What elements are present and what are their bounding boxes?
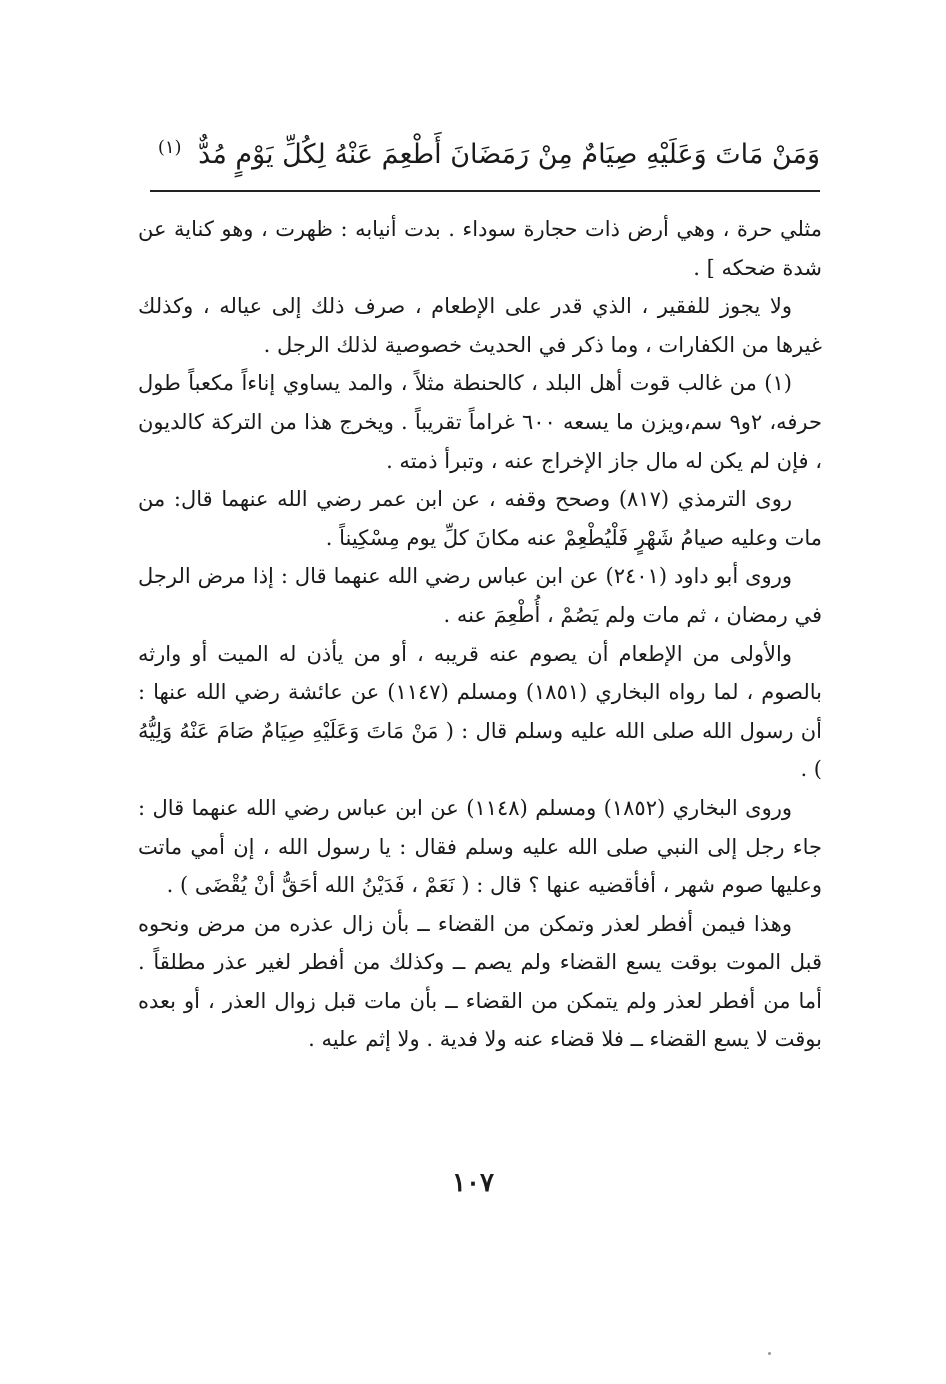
body-text [138, 210, 822, 1059]
footnote-marker: (١) [157, 137, 182, 158]
paragraph: والأولى من الإطعام أن يصوم عنه قريبه ، أو من يأذن له الميت أو وارثه بالصوم ، لما رواه البخاري (١٨٥١) ومسلم (١١٤٧) عن عائشة رضي الله عنها : أن رسول الله صلى الله عليه وسلم قال : ( مَنْ مَاتَ وَعَلَيْهِ صِيَامٌ صَامَ عَنْهُ وَلِيُّهُ ) . [138, 641, 822, 782]
page-number: ١٠٧ [452, 1168, 494, 1198]
paragraph: وروى البخاري (١٨٥٢) ومسلم (١١٤٨) عن ابن عباس رضي الله عنهما قال : جاء رجل إلى النبي صلى الله عليه وسلم فقال : يا رسول الله ، إن أمي ماتت وعليها صوم شهر ، أفأقضيه عنها ؟ قال : ( نَعَمْ ، فَدَيْنُ الله أحَقُّ أنْ يُقْضَى ) . [138, 795, 822, 898]
paragraph: روى الترمذي (٨١٧) وصحح وقفه ، عن ابن عمر رضي الله عنهما قال: من مات وعليه صيامُ شَهْرٍ فَلْيُطْعِمْ عنه مكانَ كلِّ يوم مِسْكِيناً . [138, 487, 822, 550]
paragraph: ولا يجوز للفقير ، الذي قدر على الإطعام ، صرف ذلك إلى عياله ، وكذلك غيرها من الكفارات ، وما ذكر في الحديث خصوصية لذلك الرجل . [138, 294, 822, 357]
scan-speck [768, 1352, 771, 1355]
header-divider [150, 190, 820, 192]
paragraph: مثلي حرة ، وهي أرض ذات حجارة سوداء . بدت أنيابه : ظهرت ، وهو كناية عن شدة ضحكه ] . [138, 217, 822, 280]
paragraph: وهذا فيمن أفطر لعذر وتمكن من القضاء ــ بأن زال عذره من مرض ونحوه قبل الموت بوقت يسع القضاء ولم يصم ــ وكذلك من أفطر لغير عذر مطلقاً . أما من أفطر لعذر ولم يتمكن من القضاء ــ بأن مات قبل زوال العذر ، أو بعده بوقت لا يسع القضاء ــ فلا قضاء عنه ولا فدية . ولا إثم عليه . [138, 911, 822, 1052]
verse-text: وَمَنْ مَاتَ وَعَلَيْهِ صِيَامٌ مِنْ رَمَضَانَ أَطْعِمَ عَنْهُ لِكُلِّ يَوْمٍ مُدٌّ [198, 139, 820, 170]
verse-heading [150, 128, 820, 175]
footnote-paragraph: (١) من غالب قوت أهل البلد ، كالحنطة مثلاً ، والمد يساوي إناءاً مكعباً طول حرفه، ٢و٩ سم،ويزن ما يسعه ٦٠٠ غراماً تقريباً . ويخرج هذا من التركة كالديون ، فإن لم يكن له مال جاز الإخراج عنه ، وتبرأ ذمته . [138, 371, 822, 473]
paragraph: وروى أبو داود (٢٤٠١) عن ابن عباس رضي الله عنهما قال : إذا مرض الرجل في رمضان ، ثم مات ولم يَصُمْ ، أُطْعِمَ عنه . [138, 564, 822, 627]
